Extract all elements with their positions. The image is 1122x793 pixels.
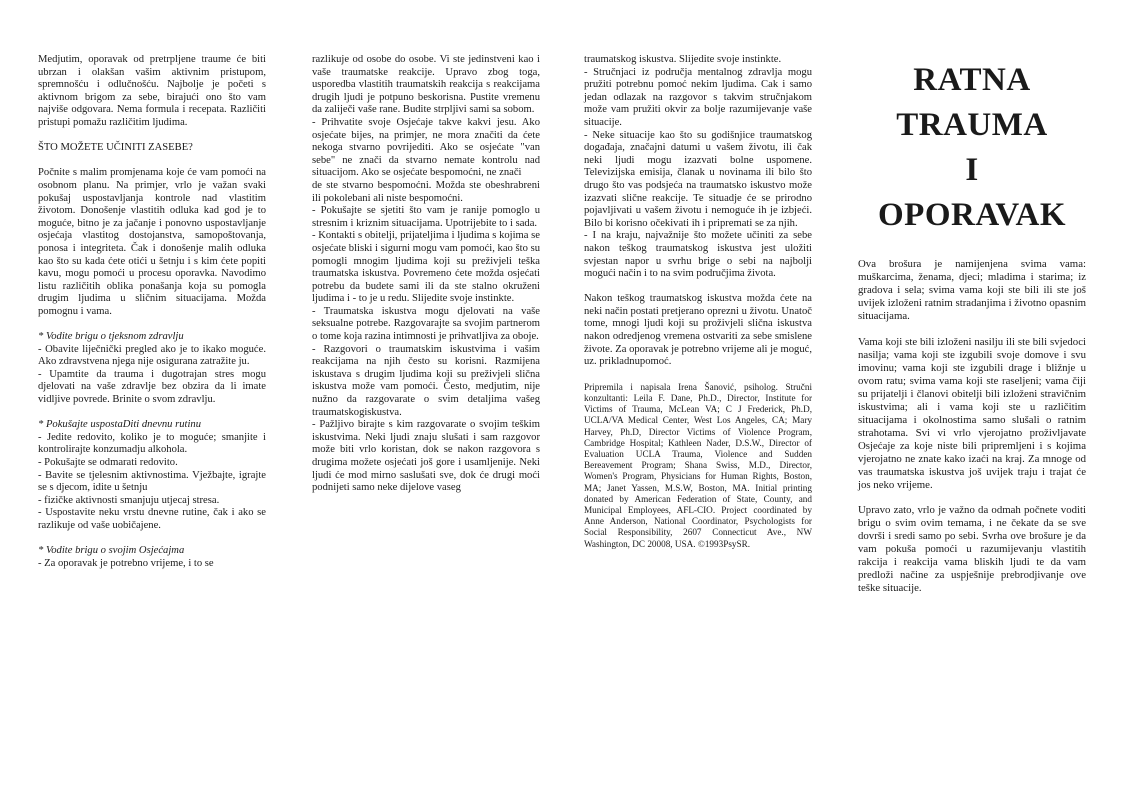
professionals-item: - Stručnjaci iz područja mentalnog zdravlja mogu pružiti potrebnu pomoć nekim ljudima. Cak i samo jedan odlazak na razgovor s takvim stručnjakom može vam pružiti okvir za bolje razumijevanje vaše situacije. xyxy=(584,66,812,128)
daily-routine-item-1: - Jedite redovito, koliko je to moguće; smanjite i kontrolirajte konzumadju alkohola. xyxy=(38,431,266,456)
choose-listener-item: - Pažljivo birajte s kim razgovarate o svojim teškim iskustvima. Neki ljudi znaju slušati i sam razgovor može biti vrlo koristan, dok se nakon razgovora s drugima možete osjećati još gore i usamljenije. Neki ljudi će mod mirno saslušati sve, dok će drugi moći podnijeti samo neke dijelove vaseg xyxy=(312,419,540,494)
daily-routine-title: * Pokušajte uspostaDiti dnevnu rutinu xyxy=(38,419,202,431)
daily-routine-item-5: - Uspostavite neku vrstu dnevne rutine, čak i ako se razlikuje od vaše uobičajene. xyxy=(38,507,266,531)
closing-paragraph: Nakon teškog traumatskog iskustva možda ćete na neki način postati pretjerano oprezni u životu. Unatoč tome, mnogi ljudi koji su proživjeli slična iskustva nakon odredjenog vremena ostvariti za sebe smislene živote. Za oporavak je potrebno vrijeme ali je moguć, uz. prikladnupomoć. xyxy=(584,293,812,368)
past-coping-item: - Pokušajte se sjetiti što vam je ranije pomoglo u stresnim i kriznim situacijama. Upotrijebite to i sada. xyxy=(312,205,540,229)
self-care-item: - I na kraju, najvažnije što možete učiniti za sebe nakon teškog traumatskog iskustva jest uložiti svjestan napor u svrhu brige o sebi na najbolji mogući način i to na svim područjima života. xyxy=(584,230,812,280)
anniversaries-item: - Neke situacije kao što su godišnjice traumatskog događaja, značajni datumi u vašem životu, ili čak neki ljudi mogu izazvati bolne uspomene. Televizijska emisija, članak u novinama ili bilo što drugo što vas podsjeća na traumatsko iskustvo može izazvati slične reakcije. Te situadje će se prirodno pojavljivati u vašem životu i nemoguće ih je izbjeći. Bilo bi korisno očekivati ih i pripremati se za njih. xyxy=(584,129,812,229)
physical-health-item-1: - Obavite liječnički pregled ako je to ikako moguće. Ako zdravstvena njega nije osigurana zatražite ju. xyxy=(38,343,266,368)
title-line: I xyxy=(965,152,979,188)
title-line: RATNA xyxy=(913,62,1031,98)
feelings-title: * Vodite brigu o svojim Osjećajma xyxy=(38,545,185,557)
column-3 xyxy=(584,54,812,562)
daily-routine-item-2: - Pokušajte se odmarati redovito. xyxy=(38,457,178,468)
intro-paragraph: Medjutim, oporavak od pretrpljene traume će biti ubrzan i olakšan vašim aktivnim pristupom, spremnošću i odlučnošću. Najbolje je početi s aktivnom brigom za sebe, birajući ono što vam najviše odgovara. Nema formula i recepata. Različiti pristupi pomažu različitim ljudima. xyxy=(38,54,266,128)
accept-feelings-item-cont: de ste stvarno bespomoćni. Možda ste obeshrabreni ili pokolebani ali niste bespomoćni. xyxy=(312,179,540,204)
physical-health-item-2: - Upamtite da trauma i dugotrajan stres mogu djelovati na vaše zdravlje bez obzira da li imate vidljive povrede. Brinite o svom zdravlju. xyxy=(38,368,266,406)
credits-text: Pripremila i napisala Irena Šanović, psiholog. Stručni konzultanti: Leila F. Dane, Ph.D., Director, Institute for Victims of Trauma, McLean VA; C J Frederick, Ph.D, UCLA/VA Medical Center, West Los Angeles, CA; Mary Harvey, Ph.D, Director Victims of Violence Program, Cambridge Hospital; Kathleen Nader, D.S.W., Director of Evaluation UCLA Trauma, Violence and Sudden Bereavement Program; Shana Swiss, M.D., Director, Women's Program, Physicians for Human Rights, Boston, MA; Janet Yassen, M.S.W, Boston, MA. Initial printing donated by American Federation of State, County, and Municipal Employees, AFL-CIO. Project coordinated by Anne Anderson, National Coordinator, Psychologists for Social Responsibility, 2607 Connecticut Ave., NW Washington, DC 20008, USA. ©1993PsySR. xyxy=(584,381,812,549)
continued-paragraph: razlikuje od osobe do osobe. Vi ste jedinstveni kao i vaše traumatske reakcije. Upravo zbog toga, usporedba vlastitih traumatskih reakcija s reakcijama drugih ljudi je potpuno beskorisna. Pustite vremenu da zaliječi vaše rane. Budite strpljivi sami sa sobom. xyxy=(312,54,540,116)
title-line: OPORAVAK xyxy=(878,197,1066,233)
daily-routine-item-4: - fizičke aktivnosti smanjuju utjecaj stresa. xyxy=(38,494,220,506)
title-line: TRAUMA xyxy=(896,107,1048,143)
audience-paragraph: Ova brošura je namijenjena svima vama: muškarcima, ženama, djeci; mladima i starima; iz gradova i sela; svima vama koji ste bili ili ste još uvijek izloženi ratnim stradanjima i životno opasnim situacijama. xyxy=(858,258,1086,322)
talking-item: - Razgovori o traumatskim iskustvima i vašim reakcijama na njih često su korisni. Razmijena iskustava s drugim ljudima koji su preživjeli slična iskustva može vam pomoći. Često, medjutim, nije nužno da razgovarate o svim detaljima vašeg traumatskogiskustva. xyxy=(312,343,540,418)
accept-feelings-item: - Prihvatite svoje Osjećaje takve kakvi jesu. Ako osjećate bijes, na primjer, ne mora značiti da ćete nekoga stvarno povrijediti. Ako se osjećate "van sebe" ne znači da stvarno nemate kontrolu nad situacijom. Ako se osjećate bespomoćni, ne znači xyxy=(312,116,540,179)
daily-routine-item-3: - Bavite se tjelesnim aktivnostima. Vježbajte, igrajte se s djecom, idite u šetnju xyxy=(38,469,266,494)
self-help-paragraph: Počnite s malim promjenama koje će vam pomoći na osobnom planu. Na primjer, vrlo je važan svaki pokušaj uspostavljanja kontrole nad vlastitim životom. Donošenje vlastitih odluka kad god je to moguće, bitno je za jačanje i ponovno uspostavljanje osjećaja vlastitog dostojanstva, samopoštovanja, ponosa i integriteta. Čak i donošenje malih odluka kao što su kada ćete otići u šetnju i s kim ćete popiti kavu, mogu pomoći u procesu oporavka. Navodimo listu različitih oblika ponašanja koja su pomogla drugim ljudima u sličnim situacijama. Možda pomognu i vama. xyxy=(38,167,266,317)
column-4-cover xyxy=(858,58,1086,608)
continued-paragraph: traumatskog iskustva. Slijedite svoje instinkte. xyxy=(584,54,782,65)
affected-paragraph: Vama koji ste bili izloženi nasilju ili ste bili svjedoci nasilja; vama koji ste izgubili svoje domove i svu imovinu; vama koji ste izgubili drage i bližnje u ovom ratu; svima vama koji ste raseljeni; vama čiji su prijatelji i članovi obitelji bili izloženi stravičnim iskustvima; ali i vama koji ste u različitim situacijama i okolnostima samo slušali o ratnim strahotama. Svi vi vrlo vjerojatno proživljavate Osjećaje za koje niste bili pripremljeni i s kojima vjerojatno ne znate kako izaći na kraj. Za mnoge od vas traumatska iskustva još uvijek traju i trajat će jos neko vrijeme. xyxy=(858,335,1086,491)
feelings-item-1: - Za oporavak je potrebno vrijeme, i to se xyxy=(38,557,214,569)
purpose-paragraph: Upravo zato, vrlo je važno da odmah počnete voditi brigu o svim ovim temama, i ne čekate da se sve dovrši i sredi samo po sebi. Svrha ove brošure je da vam pokuša pomoći u razumijevanju vlastitih rakcija i reakcija vama bliskih ljudi te da vam predloži načine za uspješnije prebrodjivanje ove teške situacije. xyxy=(858,504,1086,595)
brochure-title xyxy=(858,58,1086,238)
section-heading: ŠTO MOŽETE UČINITI ZASEBE? xyxy=(38,142,193,154)
physical-health-title: * Vodite brigu o tjeksnom zdravlju xyxy=(38,331,184,343)
sexual-needs-item: - Traumatska iskustva mogu djelovati na vaše seksualne potrebe. Razgovarajte sa svojim partnerom o tome koja razina intimnosti je prihvatljiva za oboje. xyxy=(312,305,540,343)
contacts-item: - Kontakti s obitelji, prijateljima i ljudima s kojima se osjećate bliski i sigurni mogu vam pomoći, kao što su pomogli mnogim ljudima koji su preživjeli teška traumatska iskustva. Povremeno ćete možda osjećati potrebu da budete sami ili da ste stalno okruženi ljudima i - to je u redu. Slijedite svoje instinkte. xyxy=(312,230,540,305)
column-2 xyxy=(312,54,540,495)
column-1 xyxy=(38,54,266,570)
